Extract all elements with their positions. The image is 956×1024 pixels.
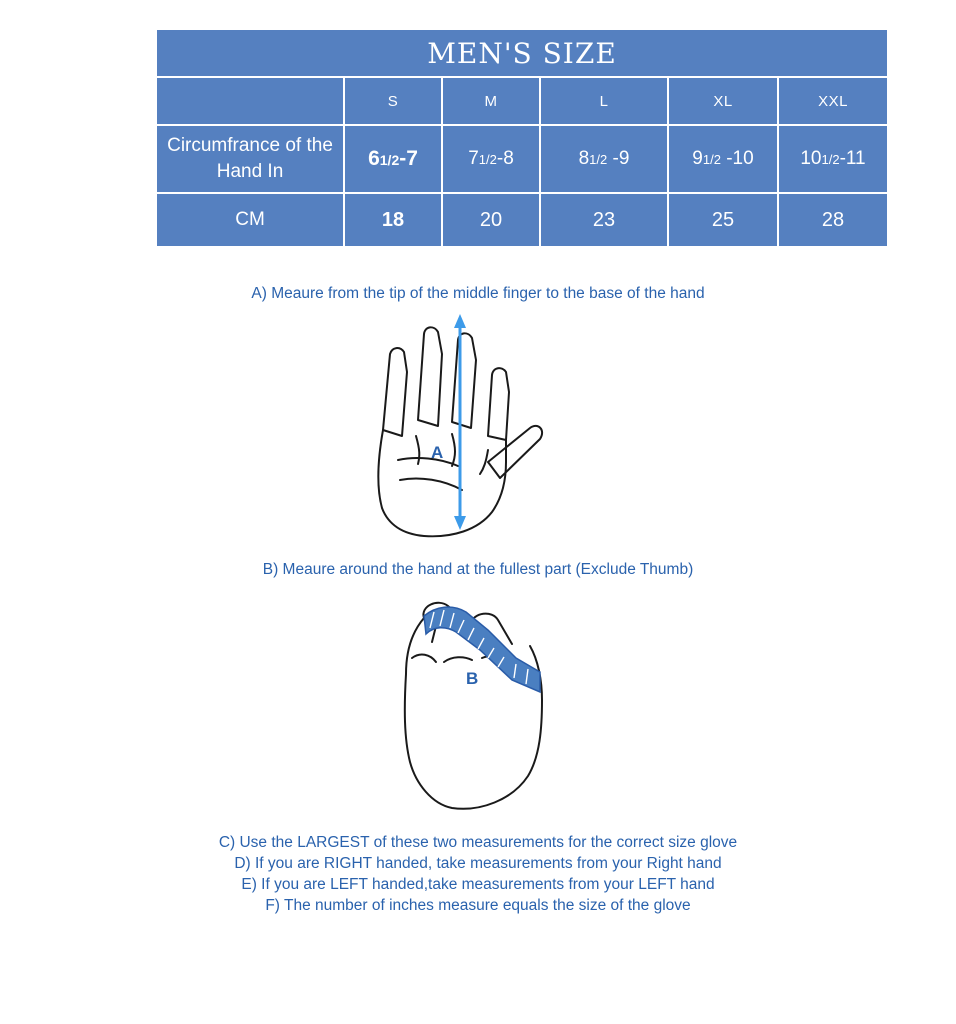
note-c: C) Use the LARGEST of these two measurements for the correct size glove bbox=[218, 834, 738, 851]
value-whole: 6 bbox=[368, 147, 380, 170]
value-fraction: 1/2 bbox=[702, 152, 721, 167]
cell-circumference-xl bbox=[669, 126, 777, 192]
value-whole: 10 bbox=[800, 148, 822, 169]
cell-cm-m: 20 bbox=[443, 194, 539, 246]
size-table-container bbox=[155, 28, 875, 248]
cell-cm-xl: 25 bbox=[669, 194, 777, 246]
cell-cm-l: 23 bbox=[541, 194, 667, 246]
length-arrow bbox=[454, 314, 466, 530]
figure-b-letter: B bbox=[466, 669, 479, 688]
note-e: E) If you are LEFT handed,take measurements from your LEFT hand bbox=[241, 876, 715, 893]
value-whole: 7 bbox=[468, 148, 479, 169]
value-rest: -7 bbox=[399, 147, 418, 170]
caption-measurement-b: B) Meaure around the hand at the fullest part (Exclude Thumb) bbox=[262, 561, 694, 578]
cell-circumference-m bbox=[443, 126, 539, 192]
note-d: D) If you are RIGHT handed, take measurements from your Right hand bbox=[234, 855, 722, 872]
page-title: MEN'S SIZE bbox=[157, 30, 887, 76]
value-whole: 8 bbox=[578, 148, 590, 169]
caption-measurement-a: A) Meaure from the tip of the middle finger to the base of the hand bbox=[251, 285, 705, 302]
cell-circumference-l bbox=[541, 126, 667, 192]
column-header-s: S bbox=[345, 78, 441, 124]
column-header-blank bbox=[157, 78, 343, 124]
value-rest: -9 bbox=[607, 148, 630, 169]
figure-hand-length bbox=[0, 310, 956, 550]
cell-cm-xxl: 28 bbox=[779, 194, 887, 246]
column-header-m: M bbox=[443, 78, 539, 124]
value-rest: -10 bbox=[720, 148, 754, 169]
note-f: F) The number of inches measure equals the size of the glove bbox=[265, 897, 691, 914]
value-fraction: 1/2 bbox=[821, 152, 840, 167]
figure-a-letter: A bbox=[431, 443, 444, 462]
table-title-row bbox=[157, 30, 887, 76]
table-row bbox=[157, 126, 887, 192]
value-rest: -8 bbox=[496, 148, 514, 169]
value-rest: -11 bbox=[839, 148, 866, 169]
column-header-xxl: XXL bbox=[779, 78, 887, 124]
value-whole: 9 bbox=[692, 148, 703, 169]
value-fraction: 1/2 bbox=[379, 152, 400, 168]
row-label-circumference: Circumfrance of the Hand In bbox=[157, 126, 343, 192]
measuring-tape bbox=[424, 607, 540, 692]
cell-circumference-s bbox=[345, 126, 441, 192]
value-fraction: 1/2 bbox=[589, 152, 608, 167]
figure-hand-circumference bbox=[0, 588, 956, 823]
column-header-l: L bbox=[541, 78, 667, 124]
table-header-row bbox=[157, 78, 887, 124]
value-fraction: 1/2 bbox=[478, 152, 497, 167]
cell-circumference-xxl bbox=[779, 126, 887, 192]
cell-cm-s: 18 bbox=[345, 194, 441, 246]
footer-notes bbox=[0, 832, 956, 916]
row-label-cm: CM bbox=[157, 194, 343, 246]
table-row bbox=[157, 194, 887, 246]
column-header-xl: XL bbox=[669, 78, 777, 124]
size-table bbox=[155, 28, 889, 248]
